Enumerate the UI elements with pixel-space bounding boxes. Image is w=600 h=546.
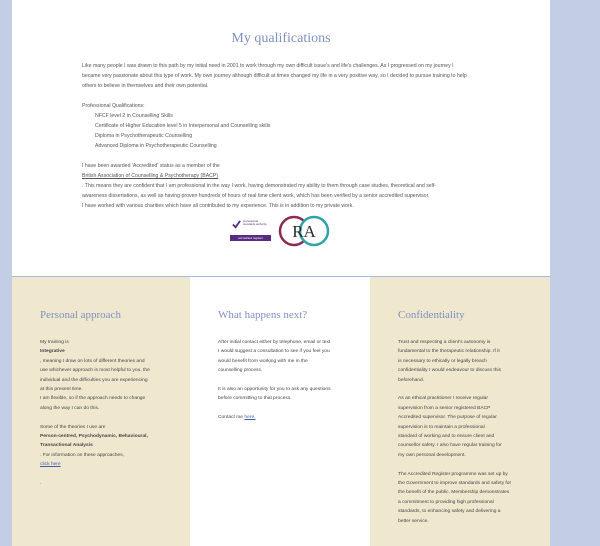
text-line: Trust and respecting a client's autonomy is [398,340,491,345]
accredited-text: I have been awarded 'Accredited' status as a member of the [82,163,220,169]
what-happens-next-body [218,338,343,423]
ra-logo-text: RA [292,222,316,241]
approaches-link[interactable]: click here [40,462,61,468]
text-line: the benefit of the public. Membership demonstrates [398,490,510,496]
text-line: before committing to that process. [218,396,292,402]
personal-approach-title: Personal approach [40,309,121,321]
text-line: I would suggest a consultation to see if you feel you [218,349,330,355]
text-line: supervision from a senior registered BACP [398,405,491,411]
text-line: the Government to improve standards and safety for [398,481,512,487]
qualifications-section [12,0,550,277]
text-line: supervision is to maintain a professional [398,424,485,430]
qualifications-title: My qualifications [231,31,331,46]
confidentiality-body [398,338,523,526]
contact-link[interactable]: here. [244,415,256,421]
qualifications-heading: Professional Qualifications: [82,103,145,109]
list-item: Advanced Diploma in Psychotherapeutic Counselling [95,143,217,149]
intro-line-1: Like many people I was drawn to this path by my initial need in 2001 to work through my own difficult issue's and life's challenges. As I progressed on my journey I [82,63,454,69]
text-line: better service. [398,518,429,524]
text-line: confidentiality I would endeavour to discuss this [398,368,502,374]
confidentiality-title: Confidentiality [398,309,465,321]
text-line: a commitment to providing high professional [398,499,494,505]
text-line: use whichever approach is most helpful to you, the [40,368,150,374]
psa-accredited-register-logo [230,219,271,241]
text-line: would benefit from working with me in the [218,358,308,364]
accredited-text-2: . This means they are confident that I am professional in the way I work, having demonstrated my ability to them through case studies, theoretical and self- [82,183,436,189]
text-line: Some of the theories I use are [40,424,106,430]
text-line: counsellor safety. I also have regular training for [398,443,502,449]
psa-badge-text: professional standards authority [243,219,267,227]
psa-badge-strip: accredited register [230,235,271,241]
theories-list: Person-centred, Psychodynamic, Behavioural, [40,434,148,440]
ra-logo [278,214,330,248]
text-line: standard of working and to ensure client and [398,434,495,440]
qualifications-body [82,61,482,211]
theories-list: Transactional Analysis [40,443,93,449]
qualifications-list [82,111,482,151]
page [12,0,550,546]
what-happens-next-column [190,277,370,546]
text-line: , meaning I draw on lots of different theories and [40,358,145,364]
psa-check-icon [232,220,241,229]
text-line: beforehand. [398,377,425,383]
info-columns [12,277,550,546]
text-line: Accredited supervisor. The purpose of regular [398,415,497,421]
accreditation-badges [230,216,350,246]
contact-line [218,413,343,422]
text-line: My training is [40,340,69,345]
text-line: . [40,481,42,487]
personal-approach-column [12,277,190,546]
text-line: As an ethical practitioner I receive regular [398,396,488,402]
text-line: at this present time. [40,387,83,393]
text-line: individual and the difficulties you are experiencing [40,377,148,383]
intro-line-3: others to believe in themselves and their own potential. [82,83,209,89]
text-line: my own personal development. [398,452,466,458]
text-line: It is also an opportunity for you to ask any questions [218,387,331,393]
text-line: is necessary to ethically or legally breach [398,358,487,364]
intro-line-2: became very passionate about this type of work. My own journey although difficult at times changed my life in a very positive way, so I decided to pursue training to help [82,73,467,79]
list-item: Diploma in Psychotherapeutic Counselling [95,133,193,139]
list-item: Certificate of Higher Education level 5 in Interpersonal and Counselling skills [95,123,271,129]
list-item: NFCF level 2 in Counselling Skills [95,113,173,119]
accredited-text-3: awareness dissertations, as well as having proven hundreds of hours of real time client work, which has been verified by a senior accredited supervisor. [82,193,430,199]
personal-approach-body [40,338,165,488]
text-line: After initial contact either by telephone, email or text [218,340,331,345]
text-line: I am flexible, so if the approach needs to change [40,396,146,402]
what-happens-next-title: What happens next? [218,309,308,321]
bacp-link[interactable]: British Association of Counselling & Psychotherapy (BACP) [82,173,219,179]
charities-text: I have worked with various charities which have all contributed to my experience. This is in addition to my private work. [82,203,354,209]
text-line: standards, to enhancing safety and delivering a [398,509,501,515]
confidentiality-column [370,277,550,546]
text-line: fundamental to the therapeutic relationship. If it [398,349,500,355]
text-line: . For information on these approaches, [40,452,125,458]
text-line: counselling process. [218,368,263,374]
text-line: The Accredited Register programme was set up by [398,471,508,477]
contact-text: Contact me [218,415,244,421]
text-line: along the way I can do this. [40,405,100,411]
integrative-label: Integrative [40,349,65,355]
